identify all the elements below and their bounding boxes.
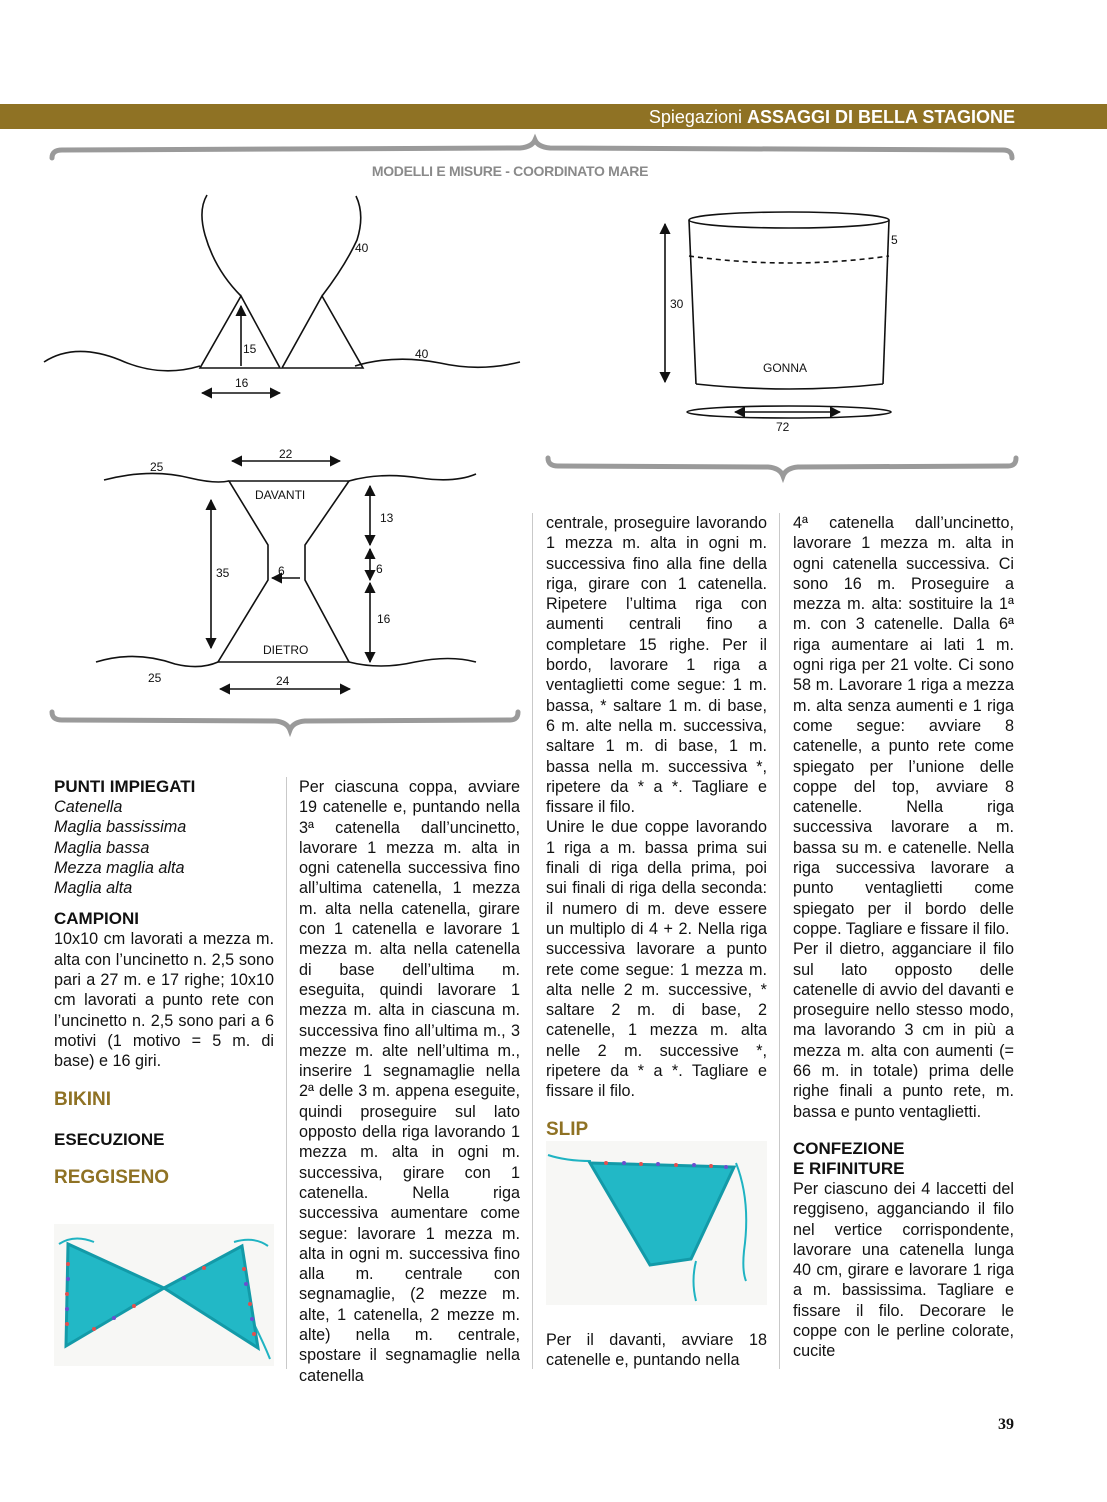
slip-photo — [546, 1141, 767, 1305]
stitch-item: Maglia bassissima — [54, 818, 187, 837]
label-slip-tie-top: 25 — [150, 460, 164, 474]
brace-top — [52, 140, 1012, 158]
campioni-text: 10x10 cm lavorati a mezza m. alta con l’uncinetto n. 2,5 sono pari a 27 m. e 17 righe; 10x10 cm lavorati a punto rete con l’uncinetto n. 2,5 sono pari a 6 motivi (1 motivo = 5 m. di base) e 16 giri. — [54, 930, 274, 1071]
label-slip-16: 16 — [377, 612, 391, 626]
page-number: 39 — [998, 1416, 1014, 1433]
label-slip-6: 6 — [376, 562, 383, 576]
bikini-title: BIKINI — [54, 1088, 111, 1110]
label-skirt-name: GONNA — [763, 361, 808, 375]
stitch-item: Mezza maglia alta — [54, 858, 185, 877]
punti-title: PUNTI IMPIEGATI — [54, 777, 196, 796]
label-top-height: 15 — [243, 342, 257, 356]
stitch-item: Maglia bassa — [54, 838, 150, 857]
slip-front-continued: 4ª catenella dall’uncinetto, lavorare 1 mezza m. alta in ogni catenella successiva. Ci sono 16 m. Proseguire a mezza m. alta: sostituire la 1ª m. con 3 catenelle. Dalla 6ª riga aumentare ai lati 1 m. ogni riga per 21 volte. Ci sono 58 m. Lavorare 1 riga a mezza m. alta senza aumenti e 1 riga come segue: avviare 8 catenelle, a punto rete come spiegato per l’unione delle coppe del top, avviare 8 catenelle. Nella riga successiva lavorare a m. bassa su m. e catenelle. Nella riga successiva lavorare a punto ventaglietti come spiegato per il bordo delle coppe. Tagliare e fissare il filo. — [793, 514, 1014, 938]
confezione-subtitle: E RIFINITURE — [793, 1158, 905, 1178]
slip-title: SLIP — [546, 1118, 589, 1140]
section-label: Spiegazioni — [648, 107, 742, 127]
cups-join: Unire le due coppe lavorando 1 riga a m. bassa prima sui finali di riga della prima, poi sui finali di riga della seconda: il numero di m. deve essere un multiplo di 4 + 2. Nella riga successiva lavorare a punto rete come segue: 1 mezza m. alta nelle 2 m. successive, * saltare 2 m. di base, 2 catenelle, 1 mezza m. alta nelle 2 m. successive *, ripetere da * a *. Tagliare e fissare il filo. — [546, 818, 767, 1101]
esecuzione-title: ESECUZIONE — [54, 1129, 165, 1149]
label-top-tie: 40 — [415, 347, 429, 361]
label-slip-tie-bottom: 25 — [148, 671, 162, 685]
skirt-diagram — [665, 212, 891, 418]
column-divider — [779, 513, 780, 1369]
bikini-top-diagram — [44, 195, 520, 393]
cups-instructions: Per ciascuna coppa, avviare 19 catenelle e, puntando nella 3ª catenella dall’uncinetto, lavorare 1 mezza m. alta in ogni catenella successiva fino all’ultima catenella, 1 mezza m. alta nella catenella, girare con 1 catenella e lavorare 1 mezza m. alta nella catenella di base dell’ultima m. eseguita, quindi lavorare 1 mezza m. alta in ciascuna m. successiva fino all’ultima m., 3 mezze m. alte nell’ultima m., inserire 1 segnamaglie nella 2ª delle 3 m. appena eseguite, quindi proseguire sul lato opposto della riga lavorando 1 mezza m. alta in ogni m. successiva, girare con 1 catenella. Nella riga successiva aumentare come segue: lavorare 1 mezza m. alta in ogni m. successiva fino alla m. centrale con segnamaglie, (2 mezze m. alte, 1 catenella, 2 mezze m. alte) nella m. centrale, spostare il segnamaglie nella catenella — [299, 778, 520, 1385]
column-3 — [546, 513, 767, 1141]
stitch-item: Maglia alta — [54, 879, 133, 898]
slip-back-instructions: Per il dietro, agganciare il filo sul lato opposto delle catenelle di avvio del davanti e proseguire nello stesso modo, ma lavorando 3 cm in più a mezza m. alta con aumenti (= 66 m. in totale) prima delle righe finali a punto rete, m. bassa e punto ventaglietti. — [793, 940, 1014, 1121]
slip-front-instructions: Per il davanti, avviare 18 catenelle e, puntando nella — [546, 1331, 767, 1370]
section-title: ASSAGGI DI BELLA STAGIONE — [746, 107, 1015, 127]
brace-skirt — [548, 458, 1016, 476]
label-top-strap: 40 — [355, 241, 369, 255]
label-slip-bottom-width: 24 — [276, 674, 290, 688]
campioni-title: CAMPIONI — [54, 909, 139, 929]
label-skirt-circ: 72 — [776, 420, 790, 434]
section-header — [649, 106, 1015, 128]
column-2 — [299, 777, 520, 1386]
label-slip-length: 35 — [216, 566, 230, 580]
bra-photo — [54, 1224, 274, 1366]
label-skirt-length: 30 — [670, 297, 684, 311]
stitch-item: Catenella — [54, 798, 123, 816]
label-slip-back: DIETRO — [263, 643, 309, 657]
cups-continued: centrale, proseguire lavorando 1 mezza m. alta in ogni m. successiva fino alla fine della riga, girare con 1 catenella. Ripetere l’ultima riga con aumenti centrali fino a completare 15 righe. Per il bordo, lavorare 1 riga a ventaglietti come segue: 1 m. bassa, * saltare 1 m. di base, 6 m. alte nella m. successiva, saltare 1 m. di base, 1 m. bassa nella m. successiva *, ripetere da * a *. Tagliare e fissare il filo. — [546, 514, 767, 817]
models-title: MODELLI E MISURE - COORDINATO MARE — [371, 163, 649, 179]
label-slip-13: 13 — [380, 511, 394, 525]
label-skirt-band: 5 — [891, 233, 898, 247]
reggiseno-title: REGGISENO — [54, 1166, 170, 1188]
column-4 — [793, 513, 1014, 1362]
column-divider — [286, 777, 287, 1369]
column-3-bottom — [546, 1330, 767, 1371]
finishing-instructions: Per ciascuno dei 4 laccetti del reggiseno, agganciando il filo nel vertice corrispondente, lavorare una catenella lunga 40 cm, girare e lavorare 1 riga a m. bassissima. Tagliare e fissare il filo. Decorare le coppe con le perline colorate, cucite — [793, 1179, 1014, 1361]
brace-bottom — [52, 712, 518, 730]
column-divider — [532, 513, 533, 1369]
column-1 — [54, 777, 274, 1189]
label-slip-front: DAVANTI — [255, 488, 306, 502]
label-top-width: 16 — [235, 376, 249, 390]
label-slip-crotch: 6 — [278, 564, 285, 578]
label-slip-top-width: 22 — [279, 447, 293, 461]
confezione-title: CONFEZIONE — [793, 1138, 905, 1158]
